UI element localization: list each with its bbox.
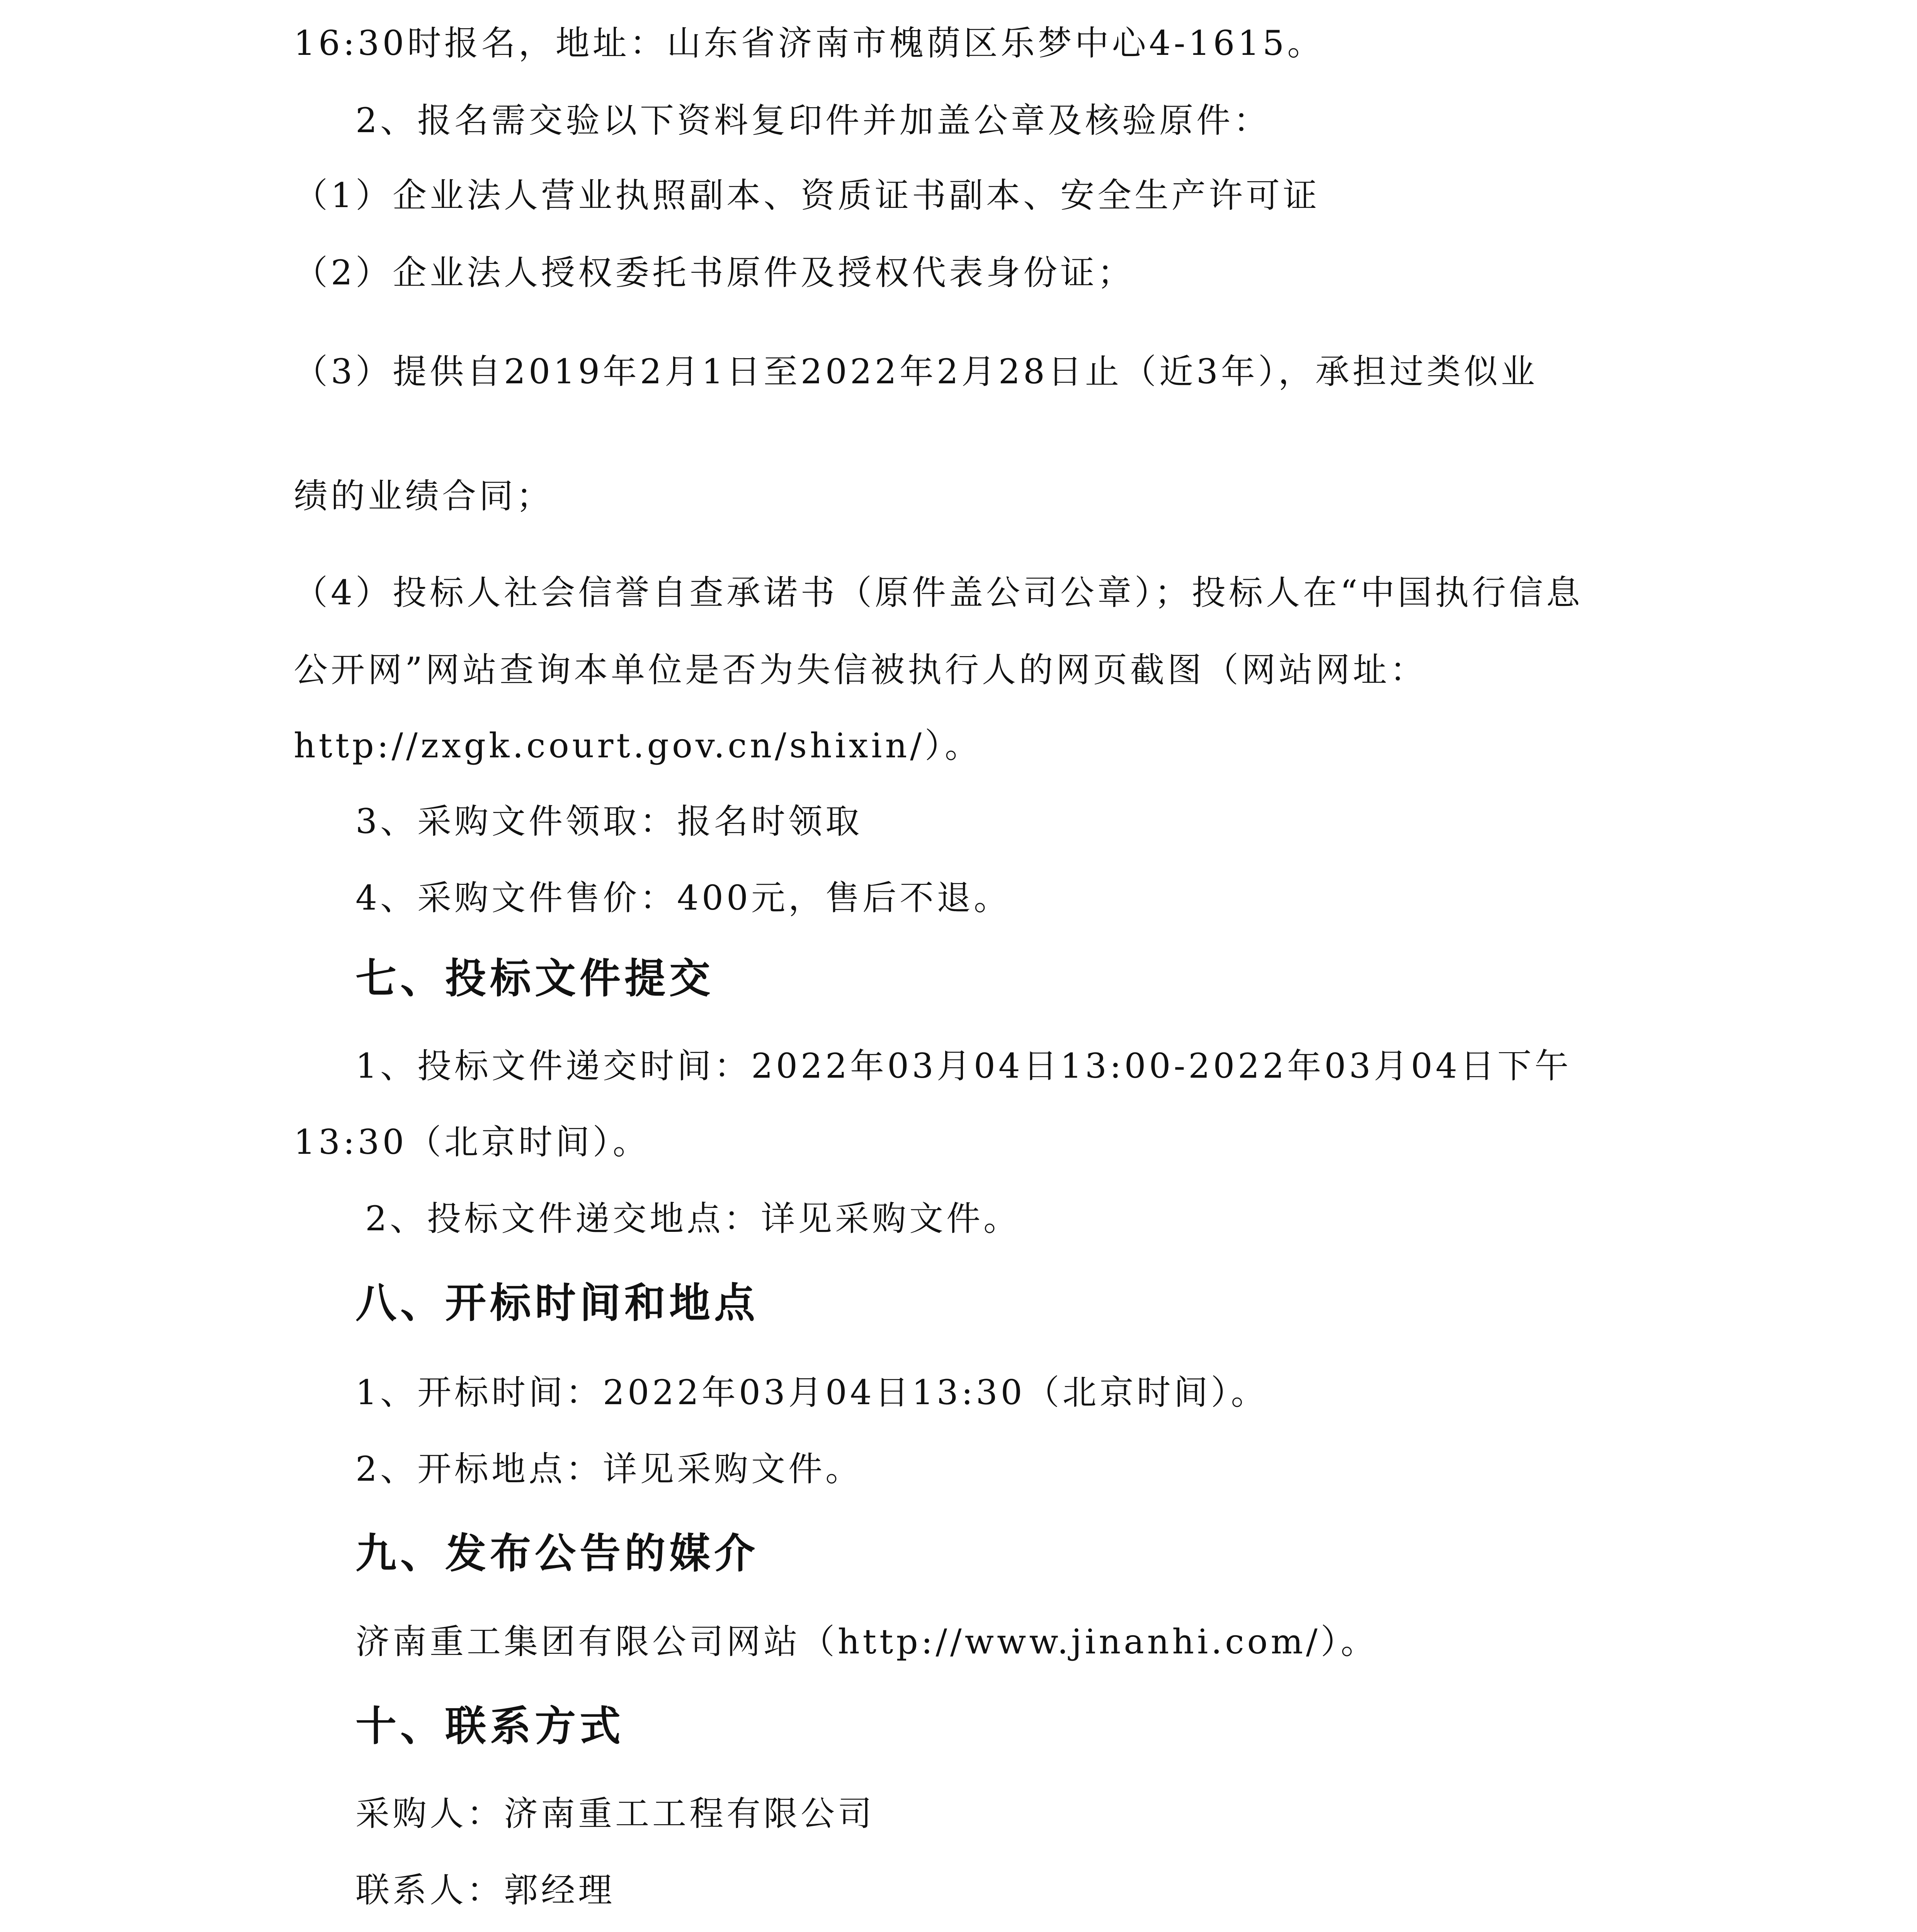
material-item-4-cont: 公开网”网站查询本单位是否为失信被执行人的网页截图（网站网址： <box>294 650 1427 690</box>
material-item-2: （2）企业法人授权委托书原件及授权代表身份证； <box>294 253 1135 293</box>
bid-opening-time: 1、开标时间：2022年03月04日13:30（北京时间）。 <box>356 1372 1268 1412</box>
material-item-3-cont: 绩的业绩合同； <box>294 476 554 516</box>
material-item-4: （4）投标人社会信誉自查承诺书（原件盖公司公章）；投标人在“中国执行信息 <box>294 573 1583 612</box>
purchaser-contact: 联系人：郭经理 <box>356 1870 616 1910</box>
publication-media: 济南重工集团有限公司网站（http://www.jinanhi.com/）。 <box>356 1622 1378 1662</box>
section-7-heading: 七、投标文件提交 <box>356 955 714 1002</box>
bid-submission-place: 2、投标文件递交地点：详见采购文件。 <box>365 1199 1021 1238</box>
material-item-4-url: http://zxgk.court.gov.cn/shixin/）。 <box>294 726 982 765</box>
section-10-heading: 十、联系方式 <box>356 1702 624 1750</box>
section-9-heading: 九、发布公告的媒介 <box>356 1530 759 1577</box>
section-8-heading: 八、开标时间和地点 <box>356 1279 759 1327</box>
document-collection: 3、采购文件领取：报名时领取 <box>356 801 862 841</box>
document-price: 4、采购文件售价：400元，售后不退。 <box>356 878 1011 918</box>
purchaser: 采购人：济南重工工程有限公司 <box>356 1794 875 1833</box>
material-item-3: （3）提供自2019年2月1日至2022年2月28日止（近3年），承担过类似业 <box>294 352 1538 391</box>
material-item-1: （1）企业法人营业执照副本、资质证书副本、安全生产许可证 <box>294 175 1320 215</box>
bid-submission-time: 1、投标文件递交时间：2022年03月04日13:00-2022年03月04日下午 <box>356 1046 1572 1086</box>
bid-opening-place: 2、开标地点：详见采购文件。 <box>356 1449 862 1489</box>
bid-submission-time-cont: 13:30（北京时间）。 <box>294 1122 650 1162</box>
registration-time-address: 16:30时报名，地址：山东省济南市槐荫区乐梦中心4-1615。 <box>294 23 1325 63</box>
registration-materials-intro: 2、报名需交验以下资料复印件并加盖公章及核验原件： <box>356 100 1271 140</box>
